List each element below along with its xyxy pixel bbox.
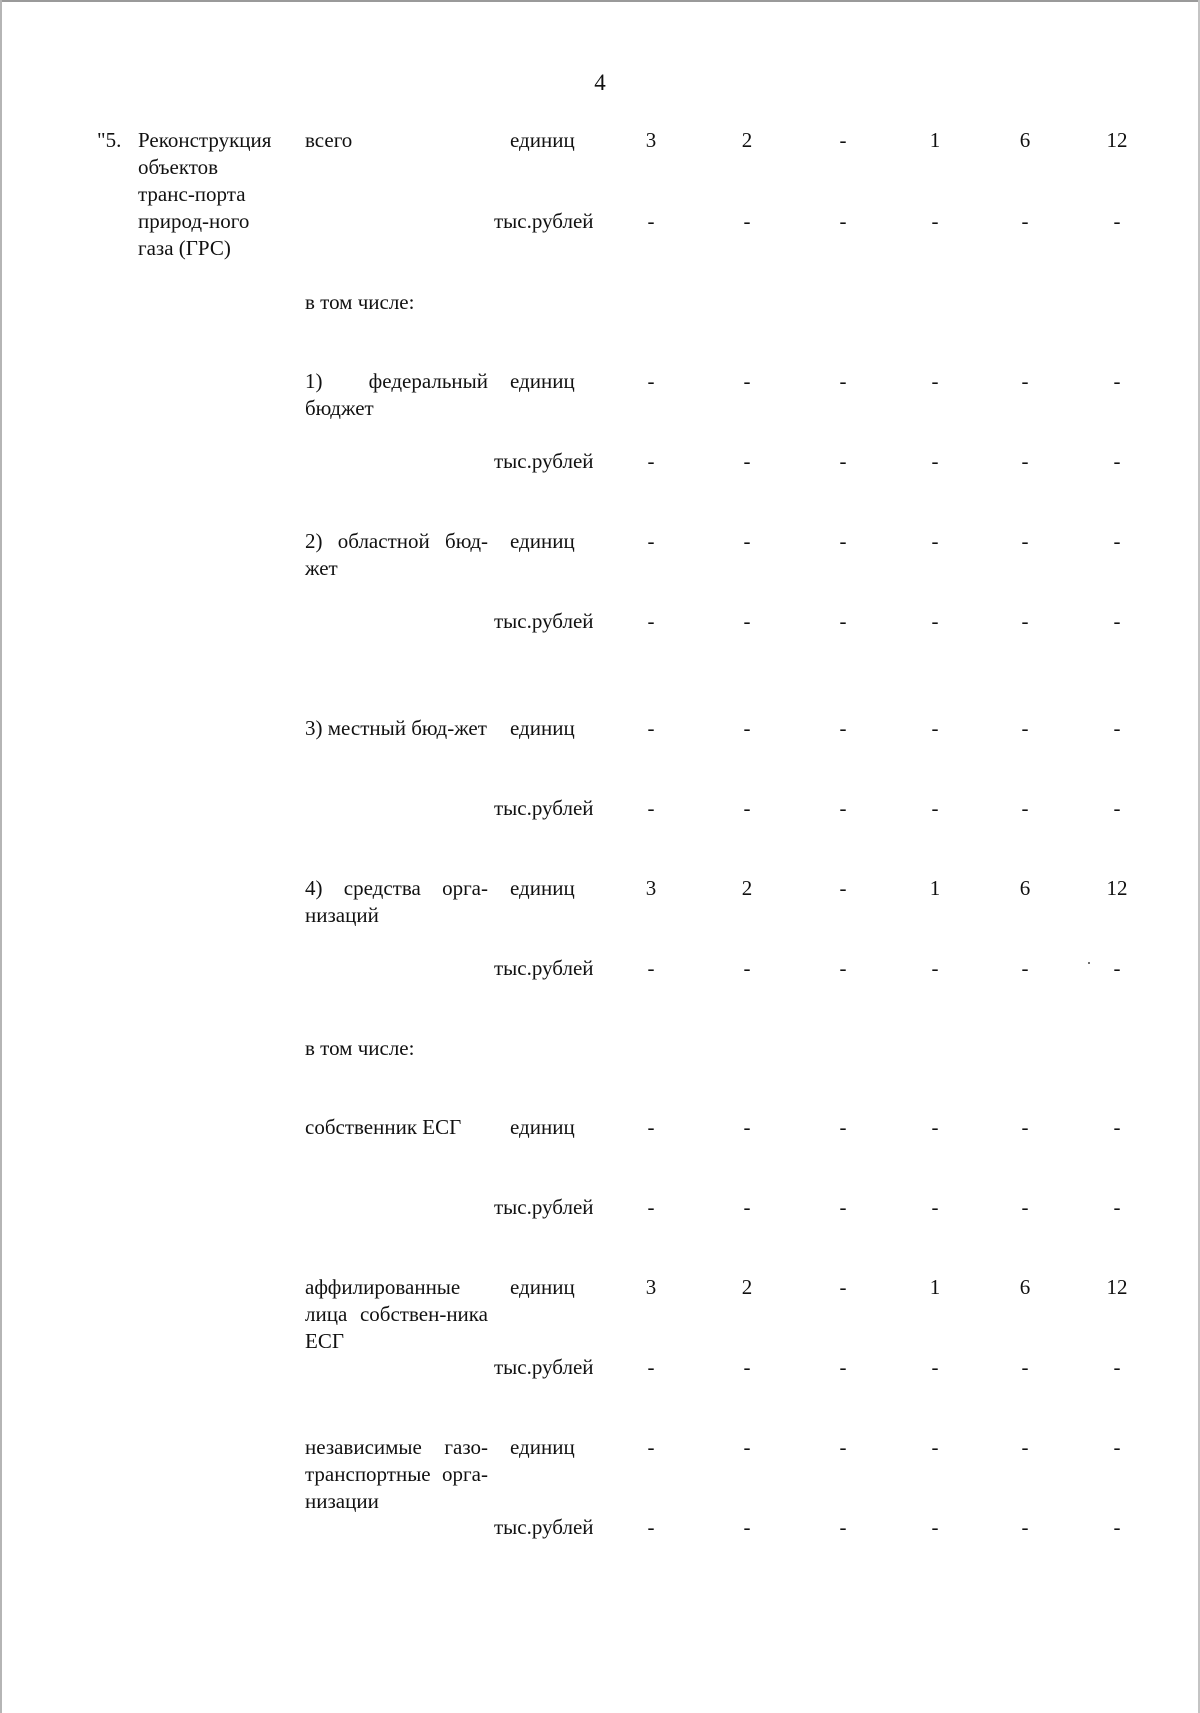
value-cell: - — [1113, 609, 1121, 633]
value-cell: 2 — [741, 128, 753, 152]
value-cell: - — [1021, 1195, 1029, 1219]
value-cell: - — [839, 449, 847, 473]
value-cell: - — [839, 128, 847, 152]
row-label: собственник ЕСГ — [305, 1115, 462, 1139]
value-cell: - — [931, 796, 939, 820]
value-cell: - — [931, 369, 939, 393]
value-cell: - — [743, 449, 751, 473]
row-unit: тыс.рублей — [494, 449, 594, 473]
page-number: 4 — [594, 70, 606, 95]
value-cell: - — [743, 369, 751, 393]
value-cell: - — [647, 1195, 655, 1219]
row-label: независимые газо-транспортные орга-низации — [305, 1435, 488, 1513]
value-cell: - — [647, 369, 655, 393]
row-unit: единиц — [510, 1435, 575, 1459]
value-cell: 12 — [1106, 876, 1128, 900]
value-cell: - — [647, 209, 655, 233]
value-cell: - — [647, 449, 655, 473]
value-cell: - — [839, 876, 847, 900]
value-cell: - — [931, 209, 939, 233]
value-cell: - — [647, 1355, 655, 1379]
value-cell: - — [839, 716, 847, 740]
value-cell: - — [1113, 449, 1121, 473]
value-cell: - — [839, 1115, 847, 1139]
row-unit: тыс.рублей — [494, 1195, 594, 1219]
value-cell: - — [931, 956, 939, 980]
value-cell: - — [1021, 716, 1029, 740]
value-cell: - — [1113, 369, 1121, 393]
item-number: "5. — [97, 128, 122, 152]
row-unit: единиц — [510, 1275, 575, 1299]
item-title: Реконструкция объектов транс-порта природ-ного газа (ГРС) — [138, 128, 272, 260]
value-cell: - — [1021, 1355, 1029, 1379]
row-unit: тыс.рублей — [494, 796, 594, 820]
scan-edge-top — [0, 0, 1200, 2]
value-cell: - — [1021, 956, 1029, 980]
value-cell: - — [743, 1515, 751, 1539]
value-cell: - — [931, 1115, 939, 1139]
value-cell: - — [743, 1355, 751, 1379]
value-cell: 6 — [1019, 1275, 1031, 1299]
value-cell: 2 — [741, 1275, 753, 1299]
row-label: в том числе: — [305, 290, 415, 314]
row-unit: единиц — [510, 716, 575, 740]
value-cell: - — [1113, 1115, 1121, 1139]
value-cell: - — [931, 1195, 939, 1219]
row-label: 2) областной бюд-жет — [305, 529, 488, 580]
value-cell: - — [931, 609, 939, 633]
value-cell: - — [839, 1195, 847, 1219]
row-label: 4) средства орга-низаций — [305, 876, 488, 927]
value-cell: - — [743, 1435, 751, 1459]
row-unit: тыс.рублей — [494, 209, 594, 233]
value-cell: - — [743, 209, 751, 233]
value-cell: - — [931, 1355, 939, 1379]
value-cell: - — [647, 796, 655, 820]
value-cell: - — [931, 716, 939, 740]
value-cell: - — [839, 529, 847, 553]
value-cell: - — [1021, 209, 1029, 233]
value-cell: - — [1021, 529, 1029, 553]
value-cell: - — [1113, 1195, 1121, 1219]
row-unit: тыс.рублей — [494, 1355, 594, 1379]
value-cell: 6 — [1019, 128, 1031, 152]
value-cell: 1 — [929, 876, 941, 900]
value-cell: - — [647, 716, 655, 740]
value-cell: - — [743, 1115, 751, 1139]
value-cell: - — [1021, 369, 1029, 393]
row-unit: единиц — [510, 369, 575, 393]
value-cell: - — [1113, 1355, 1121, 1379]
value-cell: 1 — [929, 128, 941, 152]
value-cell: - — [1113, 956, 1121, 980]
value-cell: - — [839, 1355, 847, 1379]
row-unit: единиц — [510, 876, 575, 900]
scan-speck — [1088, 962, 1090, 964]
scan-edge-left — [0, 0, 2, 1713]
value-cell: - — [1113, 1515, 1121, 1539]
value-cell: - — [839, 209, 847, 233]
row-label: в том числе: — [305, 1036, 415, 1060]
value-cell: - — [1021, 1115, 1029, 1139]
value-cell: 3 — [645, 876, 657, 900]
value-cell: - — [839, 796, 847, 820]
value-cell: - — [931, 529, 939, 553]
value-cell: - — [647, 609, 655, 633]
value-cell: - — [647, 1515, 655, 1539]
row-label: 3) местный бюд-жет — [305, 716, 487, 740]
value-cell: 2 — [741, 876, 753, 900]
value-cell: - — [1113, 796, 1121, 820]
value-cell: 1 — [929, 1275, 941, 1299]
value-cell: - — [839, 1515, 847, 1539]
row-unit: единиц — [510, 529, 575, 553]
value-cell: - — [839, 956, 847, 980]
row-label: 1) федеральный бюджет — [305, 369, 488, 420]
value-cell: - — [1113, 529, 1121, 553]
value-cell: - — [1113, 1435, 1121, 1459]
value-cell: - — [647, 956, 655, 980]
value-cell: - — [839, 609, 847, 633]
value-cell: - — [743, 609, 751, 633]
value-cell: - — [647, 1115, 655, 1139]
value-cell: 12 — [1106, 1275, 1128, 1299]
value-cell: - — [839, 1275, 847, 1299]
value-cell: - — [1021, 609, 1029, 633]
value-cell: - — [743, 796, 751, 820]
value-cell: - — [743, 529, 751, 553]
value-cell: - — [931, 449, 939, 473]
value-cell: - — [743, 956, 751, 980]
value-cell: 3 — [645, 128, 657, 152]
value-cell: - — [931, 1435, 939, 1459]
row-unit: единиц — [510, 128, 575, 152]
value-cell: - — [839, 369, 847, 393]
value-cell: - — [1021, 1435, 1029, 1459]
value-cell: - — [1021, 449, 1029, 473]
value-cell: - — [743, 1195, 751, 1219]
value-cell: 6 — [1019, 876, 1031, 900]
value-cell: - — [647, 1435, 655, 1459]
value-cell: - — [839, 1435, 847, 1459]
value-cell: - — [1113, 209, 1121, 233]
row-unit: единиц — [510, 1115, 575, 1139]
value-cell: - — [1021, 796, 1029, 820]
value-cell: - — [743, 716, 751, 740]
row-label: аффилированные лица собствен-ника ЕСГ — [305, 1275, 488, 1353]
row-unit: тыс.рублей — [494, 609, 594, 633]
value-cell: - — [1021, 1515, 1029, 1539]
row-label: всего — [305, 128, 353, 152]
value-cell: 12 — [1106, 128, 1128, 152]
row-unit: тыс.рублей — [494, 956, 594, 980]
value-cell: 3 — [645, 1275, 657, 1299]
value-cell: - — [647, 529, 655, 553]
value-cell: - — [1113, 716, 1121, 740]
value-cell: - — [931, 1515, 939, 1539]
row-unit: тыс.рублей — [494, 1515, 594, 1539]
